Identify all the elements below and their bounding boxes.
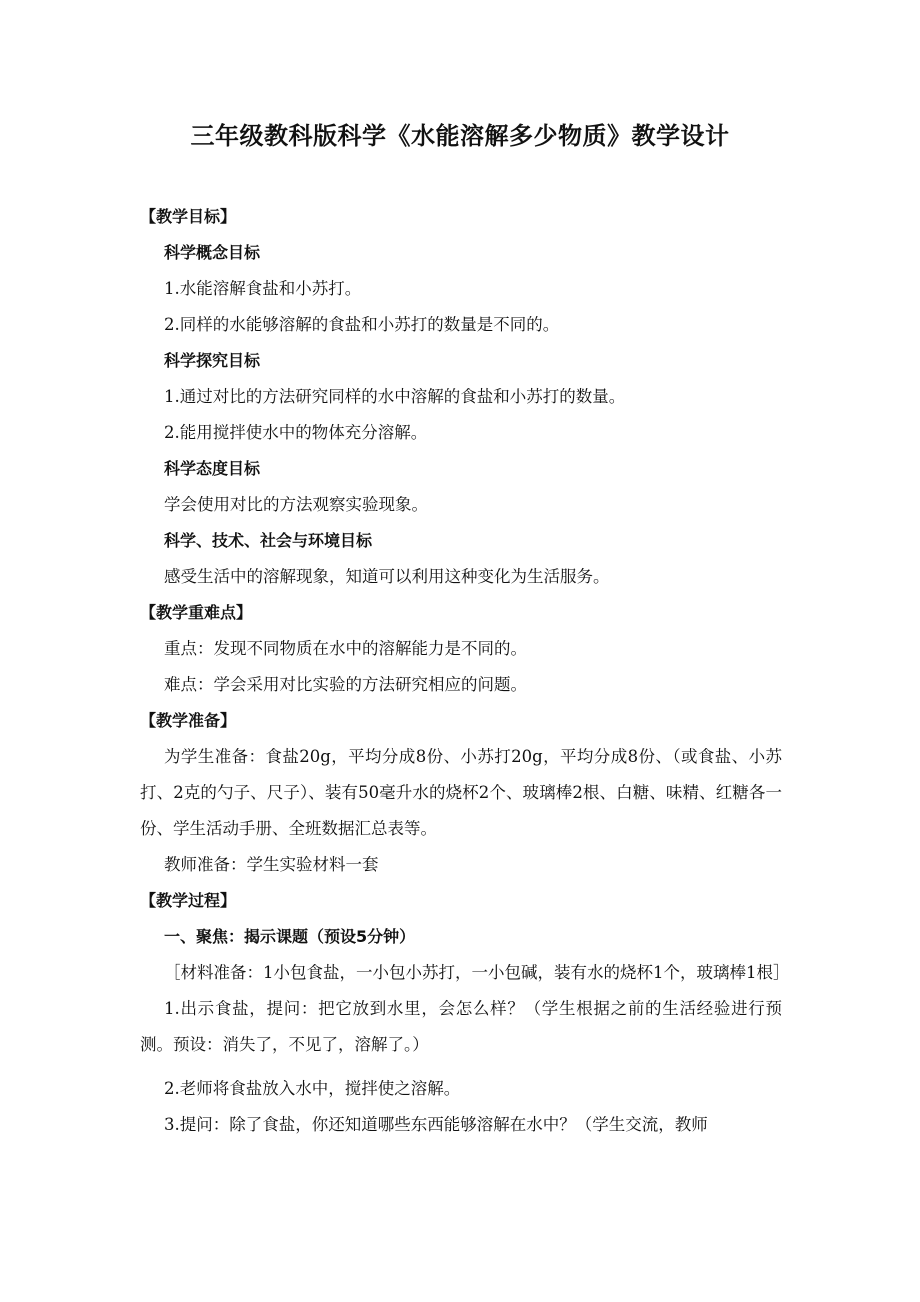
process-step-1: 1.出示食盐，提问：把它放到水里，会怎么样？（学生根据之前的生活经验进行预测。预设：消失了，不见了，溶解了。） bbox=[140, 999, 782, 1054]
process-section-1-heading: 一、聚焦：揭示课题（预设5分钟） bbox=[164, 927, 416, 946]
inquiry-item-2: 2.能用搅拌使水中的物体充分溶解。 bbox=[164, 423, 428, 442]
section-heading-preparation: 【教学准备】 bbox=[140, 711, 237, 730]
process-step-3: 3.提问：除了食盐，你还知道哪些东西能够溶解在水中？（学生交流，教师 bbox=[164, 1115, 708, 1134]
difficult-point: 难点：学会采用对比实验的方法研究相应的问题。 bbox=[164, 675, 527, 694]
subheading-inquiry: 科学探究目标 bbox=[164, 351, 261, 370]
student-preparation: 为学生准备：食盐20g，平均分成8份、小苏打20g，平均分成8份、（或食盐、小苏打、2克的勺子、尺子）、装有50毫升水的烧杯2个、玻璃棒2根、白糖、味精、红糖各一份、学生活动手册、全班数据汇总表等。 bbox=[140, 747, 782, 838]
document-title: 三年级教科版科学《水能溶解多少物质》教学设计 bbox=[190, 122, 730, 150]
document-body bbox=[140, 199, 790, 1143]
teacher-preparation: 教师准备：学生实验材料一套 bbox=[164, 855, 379, 874]
section-heading-objectives: 【教学目标】 bbox=[140, 207, 237, 226]
key-point: 重点：发现不同物质在水中的溶解能力是不同的。 bbox=[164, 639, 527, 658]
section-heading-key-points: 【教学重难点】 bbox=[140, 603, 253, 622]
subheading-sts: 科学、技术、社会与环境目标 bbox=[164, 531, 373, 550]
concept-item-2: 2.同样的水能够溶解的食盐和小苏打的数量是不同的。 bbox=[164, 315, 560, 334]
subheading-concept: 科学概念目标 bbox=[164, 243, 261, 262]
materials-note: ［材料准备：1小包食盐，一小包小苏打，一小包碱，装有水的烧杯1个，玻璃棒1根］ bbox=[164, 963, 790, 982]
section-heading-process: 【教学过程】 bbox=[140, 891, 237, 910]
concept-item-1: 1.水能溶解食盐和小苏打。 bbox=[164, 279, 362, 298]
sts-item-1: 感受生活中的溶解现象，知道可以利用这种变化为生活服务。 bbox=[164, 567, 610, 586]
process-step-2: 2.老师将食盐放入水中，搅拌使之溶解。 bbox=[164, 1079, 461, 1098]
inquiry-item-1: 1.通过对比的方法研究同样的水中溶解的食盐和小苏打的数量。 bbox=[164, 387, 626, 406]
attitude-item-1: 学会使用对比的方法观察实验现象。 bbox=[164, 495, 428, 514]
subheading-attitude: 科学态度目标 bbox=[164, 459, 261, 478]
